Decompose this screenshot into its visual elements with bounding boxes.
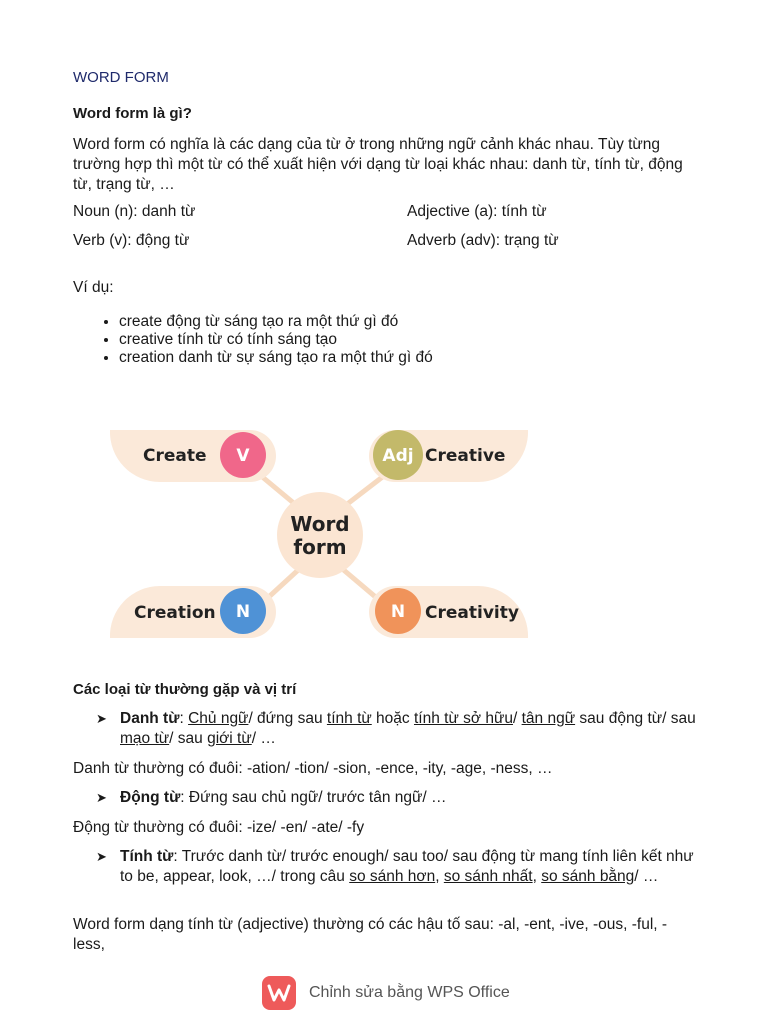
bullet-text-part: / … [251,730,276,747]
arrow-bullet-icon: ➤ [96,849,107,864]
badge-n-orange-label: N [390,602,406,622]
badge-v-label: V [236,446,250,466]
arrow-bullet-icon: ➤ [96,711,107,726]
verb-suffix-note: Động từ thường có đuôi: -ize/ -en/ -ate/ -fy [73,819,365,836]
bullet-text-part: hoặc [371,710,414,727]
list-item: • creation danh từ sự sáng tạo ra một thứ gì đó [119,349,719,367]
adjective-suffix-note: Word form dạng tính từ (adjective) thường có các hậu tố sau: -al, -ent, -ive, -ous, -ful, -less, [73,916,668,953]
list-item: • creative tính từ có tính sáng tạo [119,331,719,349]
bullet-noun-text: Danh từ: Chủ ngữ/ đứng sau tính từ hoặc tính từ sở hữu/ tân ngữ sau động từ/ sau mạo từ/ sau giới từ/ … [120,710,696,747]
bullet-noun [96,709,696,749]
underlined-term: so sánh bằng [541,868,635,885]
list-item: • create động từ sáng tạo ra một thứ gì đó [119,313,719,331]
label-creativity: Creativity [425,603,519,623]
center-label-line2: form [293,535,347,559]
bullet-text-part: : Đứng sau chủ ngữ/ trước tân ngữ/ … [180,789,447,806]
label-creative: Creative [425,446,506,466]
underlined-term: tính từ [326,710,372,727]
badge-adj-label: Adj [382,446,414,466]
bullet-text-part: / sau [169,730,208,747]
bullet-text-part: / [512,710,522,727]
bullet-noun-title: Danh từ [120,710,180,727]
bullet-text-part: , [435,868,444,885]
bullet-verb-title: Động từ [120,789,181,806]
bullet-text-part: : Trước danh từ/ trước enough/ sau too/ sau động từ mang tính liên kết như to be, appear, look, …/ trong câu [120,848,694,885]
badge-n-blue-label: N [235,602,251,622]
label-create: Create [143,446,207,466]
bullet-verb [96,788,696,808]
bullet-adjective-text [120,847,696,887]
bullet-text-part: / … [634,868,659,885]
label-creation: Creation [134,603,216,623]
bullet-text-part: , [532,868,542,885]
wps-logo-icon [262,976,296,1010]
bullet-verb-text [120,788,696,808]
example-label: Ví dụ: [73,279,114,296]
bullet-text-part: sau động từ/ sau [575,710,696,727]
underlined-term: Chủ ngữ [188,710,249,727]
bullet-text-part: / đứng sau [248,710,327,727]
underlined-term: giới từ [207,730,252,747]
underlined-term: tân ngữ [521,710,576,727]
pos-adverb: Adverb (adv): trạng từ [407,232,559,249]
bullet-adjective [96,847,696,887]
wps-footer[interactable] [262,976,510,1010]
footer-text: Chỉnh sửa bằng WPS Office [309,984,510,1001]
wps-w-icon [267,983,291,1003]
underlined-term: so sánh nhất [443,868,533,885]
center-label-line1: Word [290,512,350,536]
arrow-bullet-icon: ➤ [96,790,107,805]
word-form-diagram [110,420,550,660]
section-heading-word-form: Word form là gì? [73,105,192,122]
underlined-term: tính từ sở hữu [413,710,513,727]
pos-verb: Verb (v): động từ [73,232,190,249]
document-title: WORD FORM [73,69,169,86]
intro-paragraph: Word form có nghĩa là các dạng của từ ở trong những ngữ cảnh khác nhau. Tùy từng trường hợp thì một từ có thể xuất hiện với dạng từ loại khác nhau: danh từ, tính từ, động từ, trạng từ, … [73,136,683,193]
section-heading-word-types: Các loại từ thường gặp và vị trí [73,681,297,698]
bullet-adjective-title: Tính từ [120,848,174,865]
pos-noun: Noun (n): danh từ [73,203,196,220]
underlined-term: mạo từ [120,730,170,747]
underlined-term: so sánh hơn [349,868,436,885]
noun-suffix-note: Danh từ thường có đuôi: -ation/ -tion/ -sion, -ence, -ity, -age, -ness, … [73,760,553,777]
pos-adjective: Adjective (a): tính từ [407,203,547,220]
example-list [73,313,719,367]
